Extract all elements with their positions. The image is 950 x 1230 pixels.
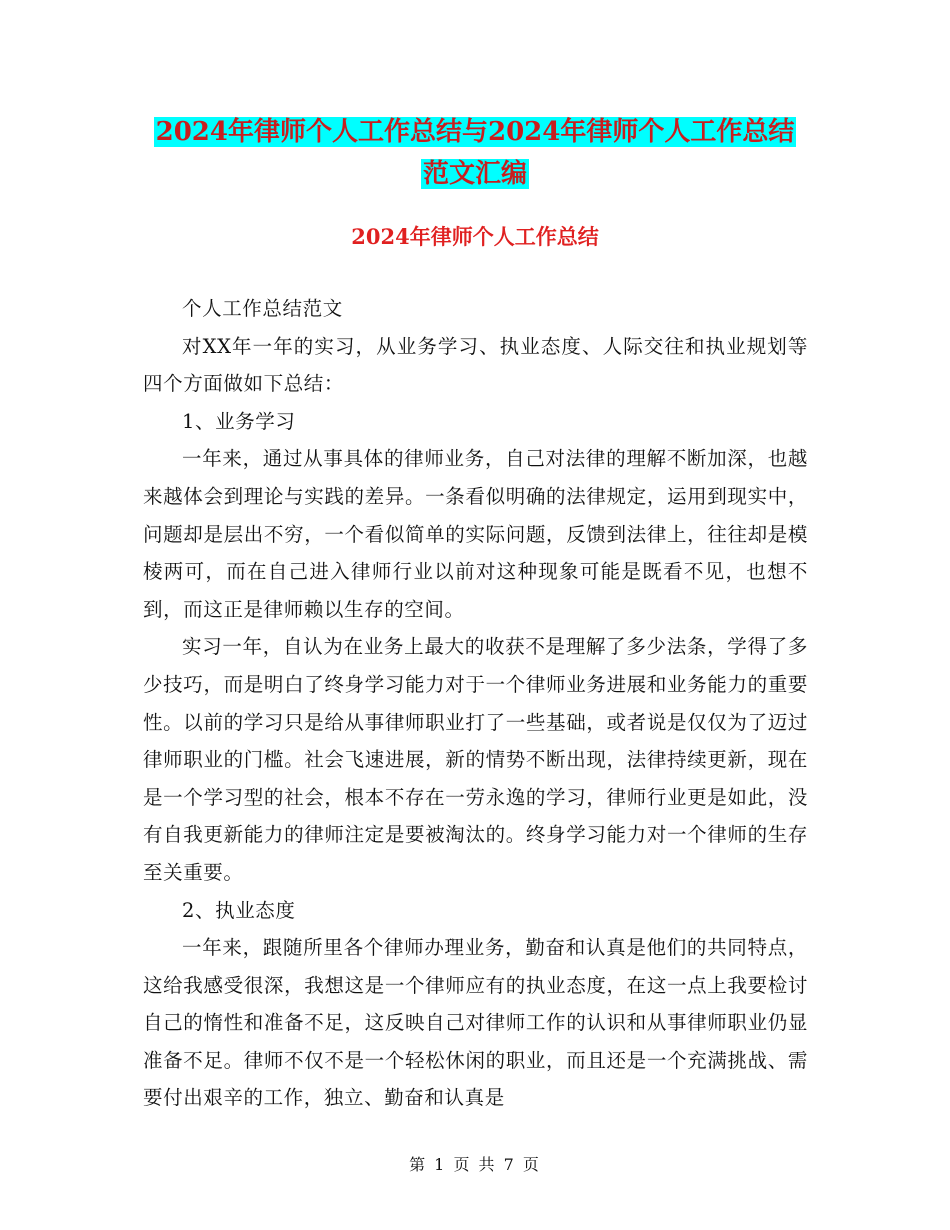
subheading-practice-attitude: 2、执业态度 [182,898,296,922]
page-footer: 第 1 页 共 7 页 [409,1155,541,1174]
document-title-line-2 [0,154,950,194]
paragraph-summary: 对XX年一年的实习，从业务学习、执业态度、人际交往和执业规划等四个方面做如下总结： [143,334,808,396]
subheading-business-study: 1、业务学习 [182,409,296,433]
document-title-text-2: 范文汇编 [422,159,527,189]
document-title-line-1 [0,112,950,152]
document-body [143,290,808,1117]
document-title-text-1: 2024年律师个人工作总结与2024年律师个人工作总结 [155,117,795,147]
paragraph-intro: 个人工作总结范文 [182,297,343,320]
paragraph-practice-attitude: 一年来，跟随所里各个律师办理业务，勤奋和认真是他们的共同特点，这给我感受很深，我想这是一个律师应有的执业态度，在这一点上我要检讨自己的惰性和准备不足，这反映自己对律师工作的认识和从事律师职业仍显准备不足。律师不仅不是一个轻松休闲的职业，而且还是一个充满挑战、需要付出艰辛的工作，独立、勤奋和认真是 [143,936,808,1110]
paragraph-business-study-1: 一年来，通过从事具体的律师业务，自己对法律的理解不断加深，也越来越体会到理论与实践的差异。一条看似明确的法律规定，运用到现实中，问题却是层出不穷，一个看似简单的实际问题，反馈到法律上，往往却是模棱两可，而在自己进入律师行业以前对这种现象可能是既看不见，也想不到，而这正是律师赖以生存的空间。 [143,447,808,621]
paragraph-business-study-2: 实习一年，自认为在业务上最大的收获不是理解了多少法条，学得了多少技巧，而是明白了终身学习能力对于一个律师业务进展和业务能力的重要性。以前的学习只是给从事律师职业打了一些基础，或者说是仅仅为了迈过律师职业的门槛。社会飞速进展，新的情势不断出现，法律持续更新，现在是一个学习型的社会，根本不存在一劳永逸的学习，律师行业更是如此，没有自我更新能力的律师注定是要被淘汰的。终身学习能力对一个律师的生存至关重要。 [143,635,808,884]
section-heading: 2024年律师个人工作总结 [351,224,599,249]
